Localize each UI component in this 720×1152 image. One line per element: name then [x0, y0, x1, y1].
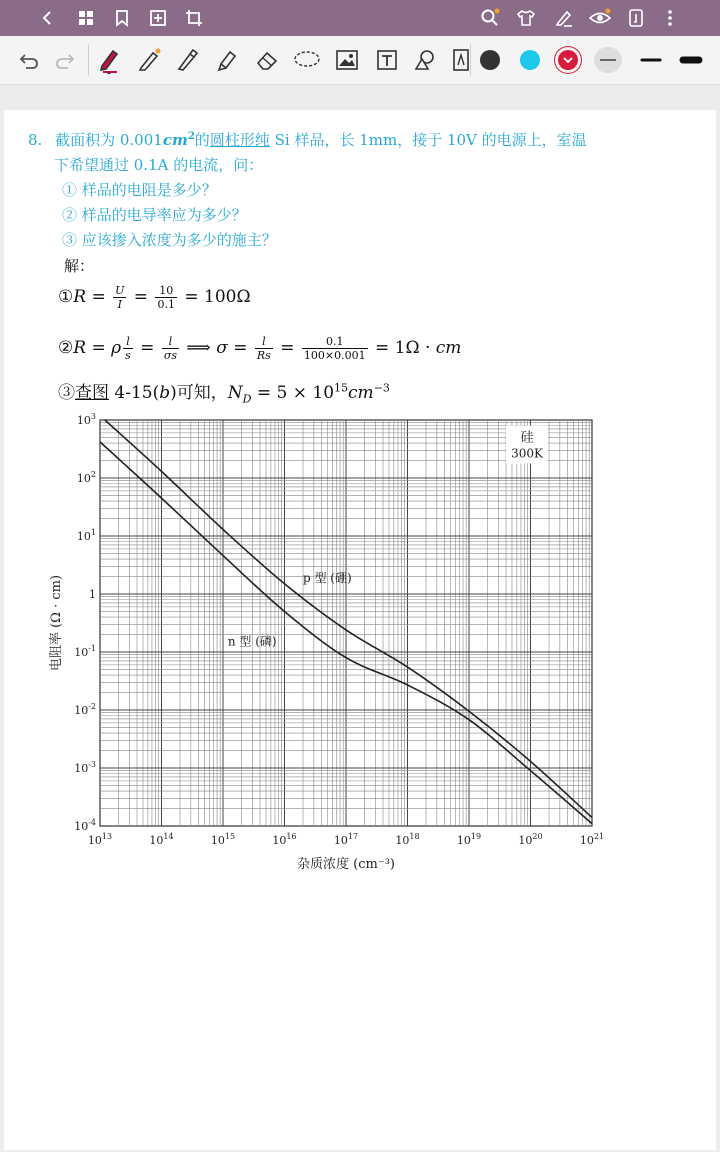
more-tools-icon[interactable]	[446, 45, 466, 75]
notebook-icon[interactable]	[622, 4, 650, 32]
x-tick-label: $10^{14}$	[149, 832, 174, 847]
x-tick-label: $10^{21}$	[579, 832, 605, 847]
back-icon[interactable]	[34, 4, 62, 32]
highlighter-icon[interactable]	[212, 45, 242, 75]
x-axis-label: 杂质浓度 (cm⁻³)	[297, 857, 395, 872]
crop-icon[interactable]	[180, 4, 208, 32]
fountain-pen-icon[interactable]	[172, 45, 202, 75]
watermark: 学霸DD课 bilibili	[26, 1102, 196, 1126]
redo-icon[interactable]	[50, 45, 80, 75]
x-tick-label: $10^{19}$	[456, 832, 482, 847]
x-tick-label: $10^{17}$	[333, 832, 359, 847]
color-swatch-red-selected[interactable]	[558, 50, 578, 70]
shirt-icon[interactable]	[512, 4, 540, 32]
figure-reference-link[interactable]: 查图	[75, 383, 109, 403]
document-page	[4, 110, 716, 1150]
answer-step-3: ③查图 4-15(b)可知，$N_D = 5 \times 10^{15}cm^{-3}$	[58, 381, 390, 406]
x-tick-label: $10^{18}$	[395, 832, 420, 847]
grid-icon[interactable]	[72, 4, 100, 32]
eye-icon[interactable]	[586, 4, 614, 32]
pen-icon[interactable]	[94, 45, 124, 75]
annotation-toolbar	[0, 36, 720, 85]
question-line-2: 下希望通过 0.1A 的电流，问：	[54, 156, 264, 174]
shape-icon[interactable]	[410, 45, 440, 75]
question-item-2: ② 样品的电导率应为多少？	[62, 206, 247, 224]
annotation-material: 硅	[520, 430, 534, 446]
y-tick-label: $10^2$	[76, 470, 96, 485]
image-icon[interactable]	[332, 45, 362, 75]
question-item-1: ① 样品的电阻是多少？	[62, 181, 217, 199]
color-swatch-cyan[interactable]	[520, 50, 540, 70]
series-label-p-type: p 型 (硼)	[303, 571, 352, 586]
text-box-icon[interactable]	[372, 45, 402, 75]
pencil-icon[interactable]	[134, 45, 164, 75]
resistivity-chart	[42, 406, 605, 876]
pen-sign-icon[interactable]	[550, 4, 578, 32]
stroke-thin-selected[interactable]	[594, 47, 622, 73]
question-item-3: ③ 应该掺入浓度为多少的施主？	[62, 231, 277, 249]
y-tick-label: $10^{-4}$	[74, 818, 96, 833]
color-swatch-black[interactable]	[480, 50, 500, 70]
y-tick-label: $10^{-2}$	[74, 702, 96, 717]
eraser-icon[interactable]	[252, 45, 282, 75]
annotation-temperature: 300K	[511, 446, 543, 461]
x-tick-label: $10^{20}$	[518, 832, 543, 847]
stroke-thick-option[interactable]	[676, 45, 706, 75]
x-tick-label: $10^{13}$	[87, 832, 113, 847]
y-tick-label: $10^3$	[76, 412, 96, 427]
answer-step-2: ②R = ρ $\frac{l}{s}$ = $\frac{l}{\sigma s}$ ⟹ σ = $\frac{l}{Rs}$ = $\frac{0.1}{100\times 0.001}$ = 1Ω · cm	[58, 335, 462, 362]
answer-label: 解：	[64, 257, 95, 275]
search-icon[interactable]	[476, 4, 504, 32]
y-axis-label: 电阻率 (Ω · cm)	[49, 574, 64, 672]
series-label-n-type: n 型 (磷)	[227, 634, 277, 649]
lasso-icon[interactable]	[292, 45, 322, 75]
add-page-icon[interactable]	[144, 4, 172, 32]
x-tick-label: $10^{15}$	[210, 832, 236, 847]
stroke-medium-option[interactable]	[636, 45, 666, 75]
more-icon[interactable]	[656, 4, 684, 32]
y-tick-label: 1	[89, 588, 96, 601]
y-tick-label: $10^1$	[76, 528, 96, 543]
bookmark-icon[interactable]	[108, 4, 136, 32]
x-tick-label: $10^{16}$	[272, 832, 297, 847]
question-line-1: 8. 截面积为 $0.001cm^2$的圆柱形纯 Si 样品，长 1mm，接于 10V 的电源上，室温	[28, 131, 587, 149]
undo-icon[interactable]	[14, 45, 44, 75]
question-number: 8.	[28, 131, 43, 149]
y-tick-label: $10^{-1}$	[74, 644, 96, 659]
y-tick-label: $10^{-3}$	[74, 760, 96, 775]
answer-step-1: ①R = $\frac{U}{I}$ = $\frac{10}{0.1}$ = 100Ω	[58, 284, 251, 311]
app-bar	[0, 0, 720, 36]
